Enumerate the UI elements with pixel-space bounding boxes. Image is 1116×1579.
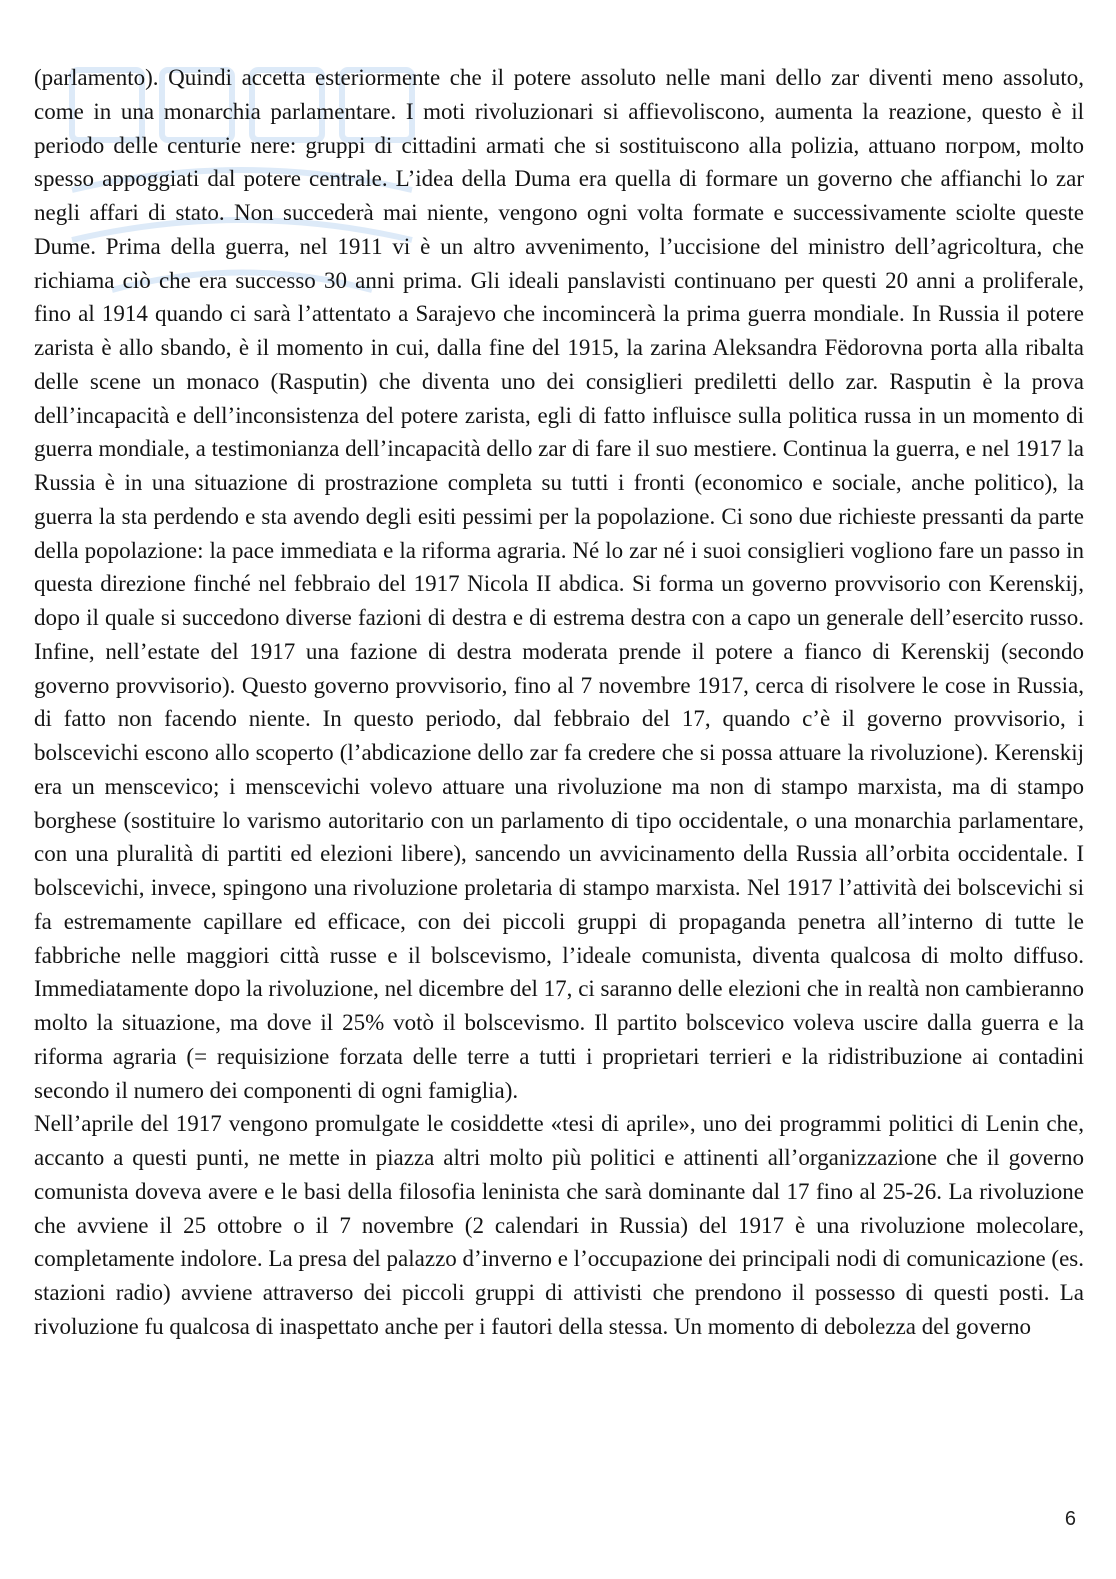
paragraph-2: Nell’aprile del 1917 vengono promulgate le cosiddette «tesi di aprile», uno dei programmi politici di Lenin che, accanto a questi punti, ne mette in piazza altri molto più politici e attinenti all’organizzazione che il governo comunista doveva avere e le basi della filosofia leninista che sarà dominante dal 17 fino al 25-26. La rivoluzione che avviene il 25 ottobre o il 7 novembre (2 calendari in Russia) del 1917 è una rivoluzione molecolare, completamente indolore. La presa del palazzo d’inverno e l’occupazione dei principali nodi di comunicazione (es. stazioni radio) avviene attraverso dei piccoli gruppi di attivisti che prendono il possesso di questi posti. La rivoluzione fu qualcosa di inaspettato anche per i fautori della stessa. Un momento di debolezza del governo (34, 1111, 1084, 1339)
paragraph-1: (parlamento). Quindi accetta esteriormente che il potere assoluto nelle mani dello zar diventi meno assoluto, come in una monarchia parlamentare. I moti rivoluzionari si affievoliscono, aumenta la reazione, questo è il periodo delle centurie nere: gruppi di cittadini armati che si sostituiscono alla polizia, attuano погром, molto spesso appoggiati dal potere centrale. L’idea della Duma era quella di formare un governo che affianchi lo zar negli affari di stato. Non succederà mai niente, vengono ogni volta formate e successivamente sciolte queste Dume. Prima della guerra, nel 1911 vi è un altro avvenimento, l’uccisione del ministro dell’agricoltura, che richiama ciò che era successo 30 anni prima. Gli ideali panslavisti continuano per questi 20 anni a proliferale, fino al 1914 quando ci sarà l’attentato a Sarajevo che incomincerà la prima guerra mondiale. In Russia il potere zarista è allo sbando, è il momento in cui, dalla fine del 1915, la zarina Aleksandra Fëdorovna porta alla ribalta delle scene un monaco (Rasputin) che diventa uno dei consiglieri prediletti dello zar. Rasputin è la prova dell’incapacità e dell’inconsistenza del potere zarista, egli di fatto influisce sulla politica russa in un momento di guerra mondiale, a testimonianza dell’incapacità dello zar di fare il suo mestiere. Continua la guerra, e nel 1917 la Russia è in una situazione di prostrazione completa su tutti i fronti (economico e sociale, anche politico), la guerra la sta perdendo e sta avendo degli esiti pessimi per la popolazione. Ci sono due richieste pressanti da parte della popolazione: la pace immediata e la riforma agraria. Né lo zar né i suoi consiglieri vogliono fare un passo in questa direzione finché nel febbraio del 1917 Nicola II abdica. Si forma un governo provvisorio con Kerenskij, dopo il quale si succedono diverse fazioni di destra e di estrema destra con a capo un generale dell’esercito russo. Infine, nell’estate del 1917 una fazione di destra moderata prende il potere a fianco di Kerenskij (secondo governo provvisorio). Questo governo provvisorio, fino al 7 novembre 1917, cerca di risolvere le cose in Russia, di fatto non facendo niente. In questo periodo, dal febbraio del 17, quando c’è il governo provvisorio, i bolscevichi escono allo scoperto (l’abdicazione dello zar fa credere che si possa attuare la rivoluzione). Kerenskij era un menscevico; i menscevichi volevo attuare una rivoluzione ma non di stampo marxista, ma di stampo borghese (sostituire lo varismo autoritario con un parlamento di tipo occidentale, o una monarchia parlamentare, con una pluralità di partiti ed elezioni libere), sancendo un avvicinamento della Russia all’orbita occidentale. I bolscevichi, invece, spingono una rivoluzione proletaria di stampo marxista. Nel 1917 l’attività dei bolscevichi si fa estremamente capillare ed efficace, con dei piccoli gruppi di propaganda penetra all’interno di tutte le fabbriche nelle maggiori città russe e il bolscevismo, l’ideale comunista, diventa qualcosa di molto diffuso. Immediatamente dopo la rivoluzione, nel dicembre del 17, ci saranno delle elezioni che in realtà non cambieranno molto la situazione, ma dove il 25% votò il bolscevismo. Il partito bolscevico voleva uscire dalla guerra e la riforma agraria (= requisizione forzata delle terre a tutti i proprietari terrieri e la ridistribuzione ai contadini secondo il numero dei componenti di ogni famiglia). (34, 65, 1084, 1103)
body-text (34, 61, 1084, 1344)
page-number: 6 (1064, 1508, 1076, 1530)
